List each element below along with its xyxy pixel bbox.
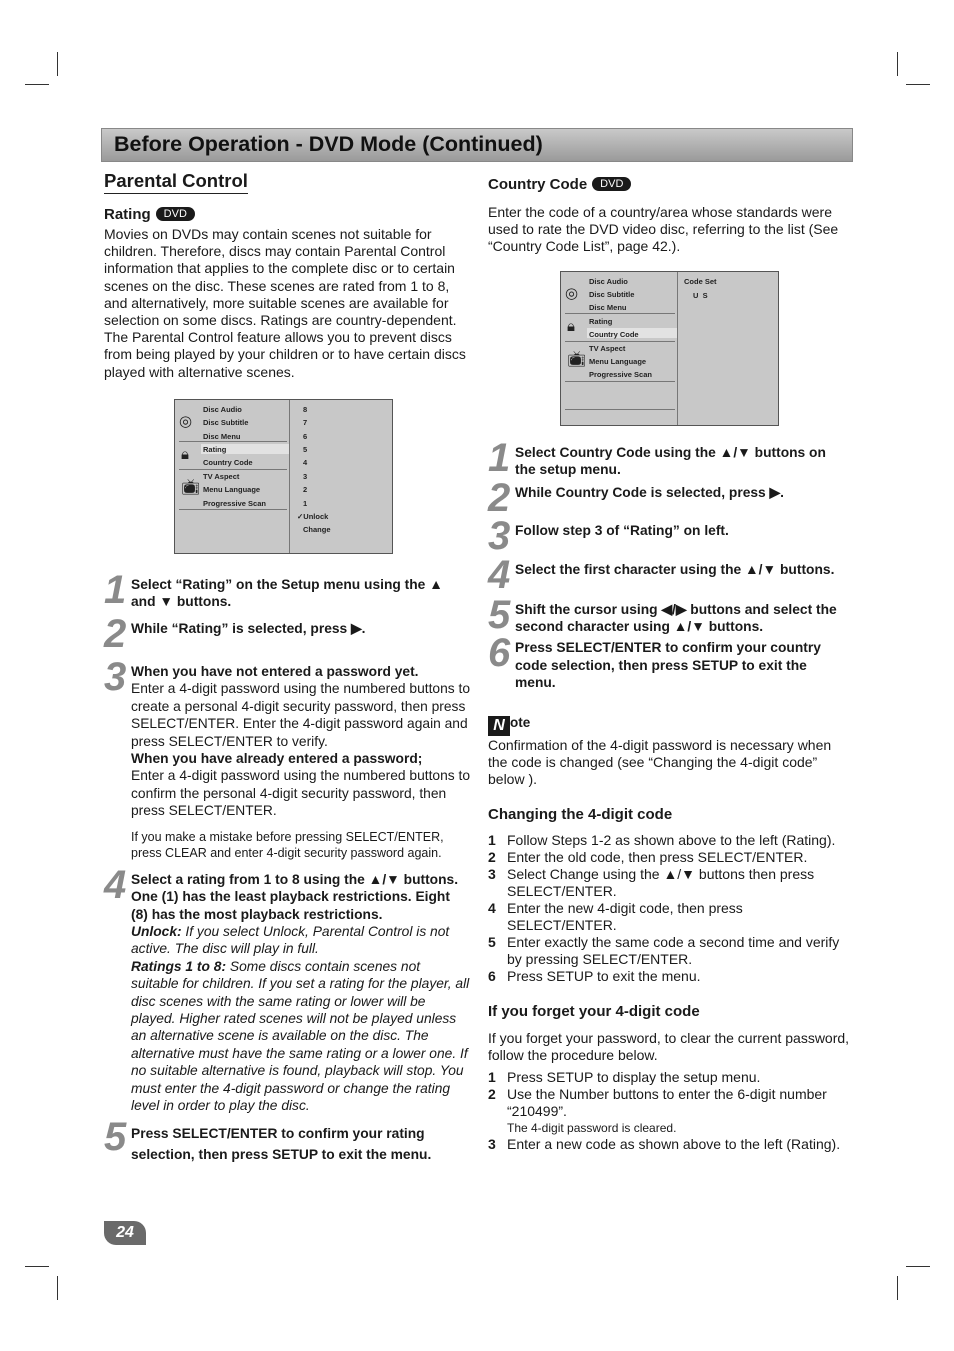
rating-value: 5 [303,445,308,455]
menu-item: Progressive Scan [203,498,266,508]
rating-value: 8 [303,404,308,414]
page-header: Before Operation - DVD Mode (Continued) [101,128,853,162]
menu-item: Disc Menu [589,303,627,313]
item-number: 6 [488,968,496,985]
rating-value: ✓Unlock [297,512,329,522]
rating-step-3: 3 When you have not entered a password yet. Enter a 4-digit password using the numbered buttons to create a personal 4-digit security password, then press SELECT/ENTER. Enter the 4-digit password again and press SELECT/ENTER to verify. When you have already entered a password; Enter a 4-digit password using the numbered buttons to confirm the personal 4-digit security password, then press SELECT/ENTER. If you make a mistake before pressing SELECT/ENTER, press CLEAR and enter 4-digit security password again. [104,655,470,860]
step-number: 4 [104,862,125,907]
step-number: 5 [104,1115,125,1160]
dvd-badge: DVD [156,207,195,221]
rating-value: Change [303,525,331,535]
item-number: 4 [488,900,496,917]
country-step-1 [488,435,850,480]
menu-item: Disc Subtitle [589,290,635,299]
menu-item: Menu Language [203,485,261,495]
rating-value: 3 [303,471,308,481]
menu-item: TV Aspect [203,471,240,481]
left-column [104,170,470,1165]
crop-mark [57,52,58,76]
menu-item: Disc Audio [589,276,628,286]
crop-mark [57,1276,58,1300]
forget-title: If you forget your 4-digit code [488,1003,700,1021]
list-item: 1 Press SETUP to display the setup menu. [488,1068,761,1085]
country-code-value: U S [693,290,708,300]
list-item [488,866,850,900]
country-setup-menu [560,271,779,426]
country-step-5 [488,592,850,637]
menu-item: Menu Language [589,357,647,366]
step-number: 1 [488,435,509,480]
dvd-badge: DVD [592,177,631,191]
step-number: 3 [104,655,125,700]
crop-mark [897,1276,898,1300]
menu-item: Disc Subtitle [203,418,249,428]
country-step-3 [488,513,850,558]
country-step-6 [488,631,850,691]
item-text: Enter the old code, then press SELECT/ENTER. [507,849,808,866]
menu-item: TV Aspect [589,343,626,353]
list-item [488,968,850,985]
item-number: 1 [488,832,496,849]
menu-item: Rating [589,316,613,326]
crop-mark [906,1266,930,1267]
rating-setup-menu [174,399,393,554]
rating-step-2: 2 While “Rating” is selected, press ▶. [104,611,366,656]
menu-item: Country Code [589,330,639,340]
list-item [488,849,850,866]
step-text: Follow step 3 of “Rating” on left. [515,522,729,538]
step-number: 2 [488,476,509,521]
crop-mark [25,1266,49,1267]
menu-item: Disc Audio [203,404,242,414]
rating-step-4: 4 Select a rating from 1 to 8 using the ▲/▼ buttons. One (1) has the least playback restrictions. Eight (8) has the most playback restrictions. Unlock: If you select Unlock, Parental Control is not active. The disc will play in full. Ratings 1 to 8: Some discs contain scenes not suitable for children. If you set a rating for the player, all disc scenes with the same rating or lower will be played. Higher rated scenes will not be played unless an alternative scene is available on the disc. The alternative must have the same rating or a lower one. If no suitable alternative is found, playback will stop. You must enter the 4-digit password or change the rating level in order to play the disc. [104,862,470,1113]
country-step-4 [488,553,850,598]
rating-value: 4 [303,458,308,468]
rating-title: Rating [104,206,151,223]
item-text: Follow Steps 1-2 as shown above to the left (Rating). [507,832,836,849]
item-text: Enter exactly the same code a second time and verify by pressing SELECT/ENTER. [507,934,840,968]
tv-icon: 📺︎ [181,478,201,496]
forget-list [488,1069,850,1153]
list-item [488,934,850,968]
list-item [488,832,850,849]
changing-list [488,832,850,985]
lock-icon: 🔒︎ [567,317,575,335]
step-text: While Country Code is selected, press ▶. [515,485,784,501]
page-number: 24 [104,1221,146,1245]
note: N ote Confirmation of the 4-digit password is necessary when the code is changed (see “Changing the 4-digit code” below ). [488,714,850,789]
rating-value: 7 [303,418,308,428]
country-code-heading [488,176,850,193]
forget-intro: If you forget your password, to clear the current password, follow the procedure below. [488,1030,850,1064]
rating-value: 2 [303,485,308,495]
item-number: 3 [488,866,496,883]
step-number: 5 [488,592,509,637]
country-steps [488,435,850,692]
menu-item: Disc Menu [203,431,241,441]
parental-control-title: Parental Control [104,170,248,194]
rating-value: 6 [303,431,308,441]
rating-step-1: 1 Select “Rating” on the Setup menu using the ▲ and ▼ buttons. [104,567,443,612]
crop-mark [906,84,930,85]
menu-item: Country Code [203,458,253,468]
parental-intro: Movies on DVDs may contain scenes not suitable for children. Therefore, discs may contain Parental Control information that applies to the complete disc or to certain scenes on the disc. These scenes are rated from 1 to 8, and alternatively, more suitable scenes are available for selection on some discs. Ratings are country-dependent. The Parental Control feature allows you to prevent discs from being played by your children or to have certain discs played with alternative scenes. [104,226,466,380]
item-text: Select Change using the ▲/▼ buttons then press SELECT/ENTER. [507,866,815,900]
menu-item: Rating [203,445,227,455]
menu-item: Progressive Scan [589,370,652,380]
step-text: Select Country Code using the ▲/▼ buttons on the setup menu. [515,444,826,478]
crop-mark [25,84,49,85]
rating-step-5: 5 Press SELECT/ENTER to confirm your rating selection, then press SETUP to exit the menu. [104,1115,432,1163]
step-text: Shift the cursor using ◀/▶ buttons and select the second character using ▲/▼ buttons. [515,601,837,635]
code-set-label: Code Set [684,276,717,286]
item-number: 2 [488,849,496,866]
country-step-2 [488,476,850,521]
country-code-title: Country Code [488,176,588,193]
list-item: 3 Enter a new code as shown above to the left (Rating). [488,1135,841,1152]
tv-icon: 📺︎ [567,350,587,368]
step-number: 6 [488,631,509,676]
item-number: 5 [488,934,496,951]
item-text: Enter the new 4-digit code, then press SELECT/ENTER. [507,900,743,934]
list-item [488,900,850,934]
crop-mark [897,52,898,76]
step-text: Select the first character using the ▲/▼ buttons. [515,562,835,578]
changing-title: Changing the 4-digit code [488,806,673,824]
step-number: 4 [488,553,509,598]
country-intro: Enter the code of a country/area whose standards were used to rate the DVD video disc, referring to the list (See “Country Code List”, page 42.). [488,204,839,255]
rating-value: 1 [303,498,308,508]
rating-heading [104,206,470,223]
step-number: 1 [104,567,125,612]
item-text: Press SETUP to exit the menu. [507,968,701,985]
step-text: Press SELECT/ENTER to confirm your country code selection, then press SETUP to exit the menu. [515,640,821,691]
note-text: Confirmation of the 4-digit password is necessary when the code is changed (see “Changing the 4-digit code” below ). [488,736,832,788]
list-item: 2 Use the Number buttons to enter the 6-digit number “210499”. The 4-digit password is cleared. [488,1085,827,1135]
lock-icon: 🔒︎ [181,445,189,463]
disc-icon: ◎ [179,412,193,430]
disc-icon: ◎ [565,284,579,302]
step-number: 3 [488,513,509,558]
step-number: 2 [104,611,125,656]
right-column [488,170,850,1153]
note-icon: N [488,716,510,736]
